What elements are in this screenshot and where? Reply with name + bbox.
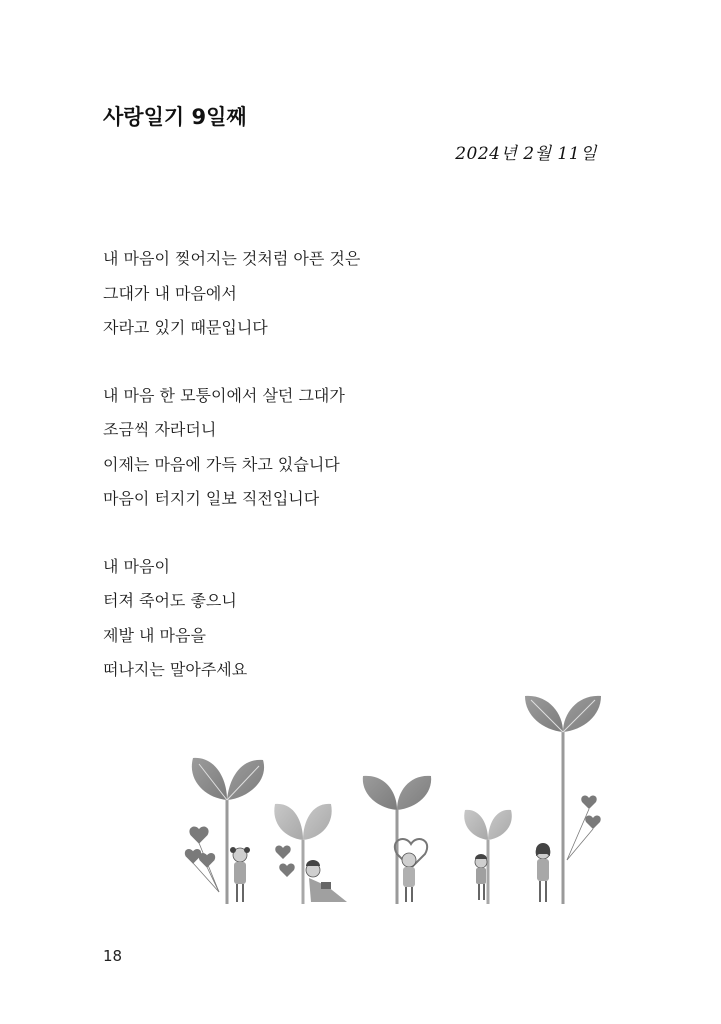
poem-line: 내 마음이 [103, 556, 170, 576]
poem-line: 조금씩 자라더니 [103, 420, 217, 439]
poem-line: 자라고 있기 때문입니다 [103, 318, 268, 337]
poem-line: 이제는 마음에 가득 차고 있습니다 [103, 454, 340, 474]
stanza-3 [103, 550, 623, 688]
child-figure-5 [536, 843, 550, 902]
heart-balloons-right [567, 795, 601, 860]
poem-line: 그대가 내 마음에서 [103, 283, 237, 303]
poem-line: 내 마음 한 모퉁이에서 살던 그대가 [103, 385, 345, 405]
page-number: 18 [103, 947, 123, 965]
sprout-children-illustration [175, 680, 615, 912]
child-figure-heart [395, 839, 427, 902]
stanza-2 [103, 379, 623, 517]
poem-line: 제발 내 마음을 [103, 625, 206, 645]
child-figure-1 [230, 847, 250, 902]
child-figure-reading [306, 860, 347, 902]
poem-line: 떠나지는 말아주세요 [103, 660, 248, 679]
heart-balloons-middle [275, 845, 294, 877]
child-figure-4 [475, 854, 487, 900]
poem-title: 사랑일기 9일째 [103, 105, 247, 129]
poem-body [103, 242, 623, 721]
poem-line: 내 마음이 찢어지는 것처럼 아픈 것은 [103, 249, 361, 268]
poem-date: 2024년 2월 11일 [455, 144, 597, 164]
sprout-4 [464, 810, 512, 904]
poem-line: 마음이 터지기 일보 직전입니다 [103, 489, 320, 508]
heart-balloons-left [185, 827, 219, 892]
stanza-1 [103, 242, 623, 346]
poem-line: 터져 죽어도 좋으니 [103, 591, 237, 610]
